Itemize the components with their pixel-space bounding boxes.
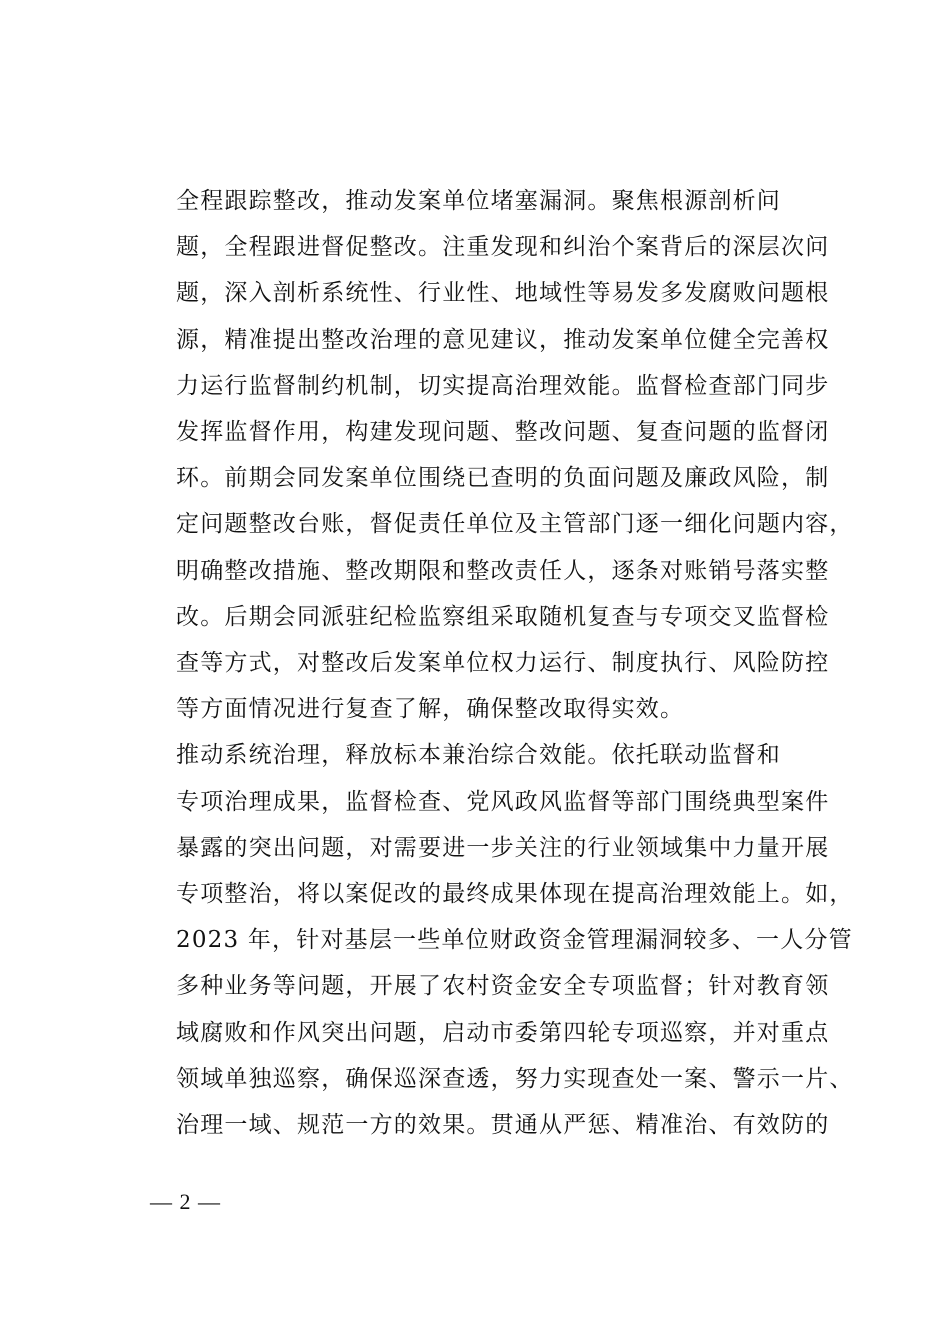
- text-line: 源，精准提出整改治理的意见建议，推动发案单位健全完善权: [176, 326, 830, 353]
- paragraph-rectification-tracking: [130, 178, 854, 732]
- page-number: — 2 —: [150, 1189, 221, 1214]
- text-line: 力运行监督制约机制，切实提高治理效能。监督检查部门同步: [176, 372, 830, 399]
- text-line: 题，全程跟进督促整改。注重发现和纠治个案背后的深层次问: [176, 234, 830, 261]
- text-line: 环。前期会同发案单位围绕已查明的负面问题及廉政风险，制: [176, 465, 830, 492]
- text-line: 明确整改措施、整改期限和整改责任人，逐条对账销号落实整: [176, 557, 830, 584]
- text-line: 治理一域、规范一方的效果。贯通从严惩、精准治、有效防的: [176, 1112, 830, 1139]
- text-line: 暴露的突出问题，对需要进一步关注的行业领域集中力量开展: [176, 834, 830, 861]
- text-line: 等方面情况进行复查了解，确保整改取得实效。: [176, 696, 685, 723]
- text-line: 推动系统治理，释放标本兼治综合效能。依托联动监督和: [176, 742, 781, 769]
- text-line: 领域单独巡察，确保巡深查透，努力实现查处一案、警示一片、: [176, 1065, 854, 1092]
- text-line: 查等方式，对整改后发案单位权力运行、制度执行、风险防控: [176, 650, 830, 677]
- text-line: 2023 年，针对基层一些单位财政资金管理漏洞较多、一人分管: [176, 927, 853, 954]
- body-text: [130, 178, 854, 1148]
- text-line: 发挥监督作用，构建发现问题、整改问题、复查问题的监督闭: [176, 419, 830, 446]
- paragraph-system-governance: [130, 732, 854, 1148]
- text-line: 定问题整改台账，督促责任单位及主管部门逐一细化问题内容，: [176, 511, 854, 538]
- text-line: 全程跟踪整改，推动发案单位堵塞漏洞。聚焦根源剖析问: [176, 188, 781, 214]
- text-line: 专项整治，将以案促改的最终成果体现在提高治理效能上。如，: [176, 881, 854, 908]
- text-line: 域腐败和作风突出问题，启动市委第四轮专项巡察，并对重点: [176, 1019, 830, 1046]
- text-line: 多种业务等问题，开展了农村资金安全专项监督；针对教育领: [176, 973, 830, 1000]
- text-line: 专项治理成果，监督检查、党风政风监督等部门围绕典型案件: [176, 788, 830, 815]
- text-line: 题，深入剖析系统性、行业性、地域性等易发多发腐败问题根: [176, 280, 830, 307]
- text-line: 改。后期会同派驻纪检监察组采取随机复查与专项交叉监督检: [176, 603, 830, 630]
